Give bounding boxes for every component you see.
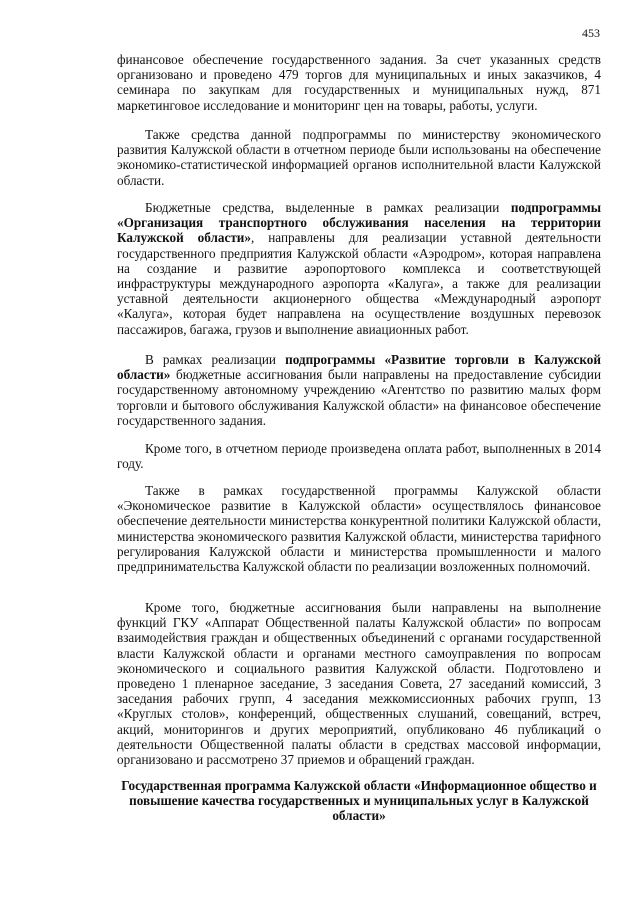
paragraph-text: Также средства данной подпрограммы по министерству экономического развития Калужской области в отчетном периоде были использованы на обеспечение экономико-статистической информацией органов исполнительной власти Калужской области. xyxy=(117,127,601,188)
page-number: 453 xyxy=(582,26,600,40)
paragraph-finance-tenders xyxy=(117,52,601,113)
subprogram-title-trade: подпрограммы «Развитие торговли в Калужской области» xyxy=(117,352,601,383)
paragraph-2014-payment xyxy=(117,441,601,471)
paragraph-text: Также в рамках государственной программы Калужской области «Экономическое развитие в Калужской области» осуществлялось финансовое обеспечение деятельности министерства конкурентной политики Калужской области, министерства экономического развития Калужской области, министерства тарифного регулирования Калужской области и министерства промышленности и малого предпринимательства Калужской области по реализации возложенных полномочий. xyxy=(117,483,601,575)
paragraph-text: Бюджетные средства, выделенные в рамках реализации xyxy=(145,200,511,215)
paragraph-text: финансовое обеспечение государственного задания. За счет указанных средств организовано и проведено 479 торгов для муниципальных и иных заказчиков, 4 семинара по закупкам для государственных и муниципальных нужд, 871 маркетинговое исследование и мониторинг цен на товары, работы, услуги. xyxy=(117,52,601,113)
paragraph-economic-statistics xyxy=(117,127,601,188)
paragraph-text: Кроме того, в отчетном периоде произведена оплата работ, выполненных в 2014 году. xyxy=(117,441,601,472)
paragraph-text: Кроме того, бюджетные ассигнования были направлены на выполнение функций ГКУ «Аппарат Общественной палаты Калужской области» по вопросам взаимодействия граждан и общественных объединений с органами государственной власти Калужской области и органами местного самоуправления по вопросам экономического и социального развития Калужской области. Подготовлено и проведено 1 пленарное заседание, 3 заседания Совета, 27 заседаний комиссий, 3 заседания рабочих групп, 4 заседания межкомиссионных рабочих групп, 13 «Круглых столов», конференций, общественных слушаний, совещаний, встреч, акций, мониторингов и других мероприятий, опубликовано 46 публикаций о деятельности Общественной палаты области в средствах массовой информации, организовано и рассмотрено 37 приемов и обращений граждан. xyxy=(117,600,601,768)
paragraph-text: В рамках реализации xyxy=(145,352,286,367)
paragraph-trade-subprogram xyxy=(117,352,601,428)
paragraph-text: бюджетные ассигнования были направлены на предоставление субсидии государственному автономному учреждению «Агентство по развитию малых форм торговли и бытового обслуживания Калужской области» на финансовое обеспечение государственного задания. xyxy=(117,367,601,428)
paragraph-economic-program xyxy=(117,483,601,574)
paragraph-text: , направлены для реализации уставной деятельности государственного предприятия Калужской области «Аэродром», которая направлена на создание и развитие аэропортового комплекса и соответствующей инфраструктуры международного аэропорта «Калуга», а также для реализации уставной деятельности акционерного общества «Международный аэропорт «Калуга», которая будет направлена на осуществление воздушных перевозок пассажиров, багажа, грузов и выполнение авиационных работ. xyxy=(117,230,602,337)
paragraph-public-chamber xyxy=(117,600,601,767)
section-heading: Государственная программа Калужской области «Информационное общество и повышение качества государственных и муниципальных услуг в Калужской области» xyxy=(121,778,597,824)
subprogram-title-transport: подпрограммы «Организация транспортного обслуживания населения на территории Калужской области» xyxy=(117,200,601,246)
paragraph-transport-subprogram xyxy=(117,200,601,337)
